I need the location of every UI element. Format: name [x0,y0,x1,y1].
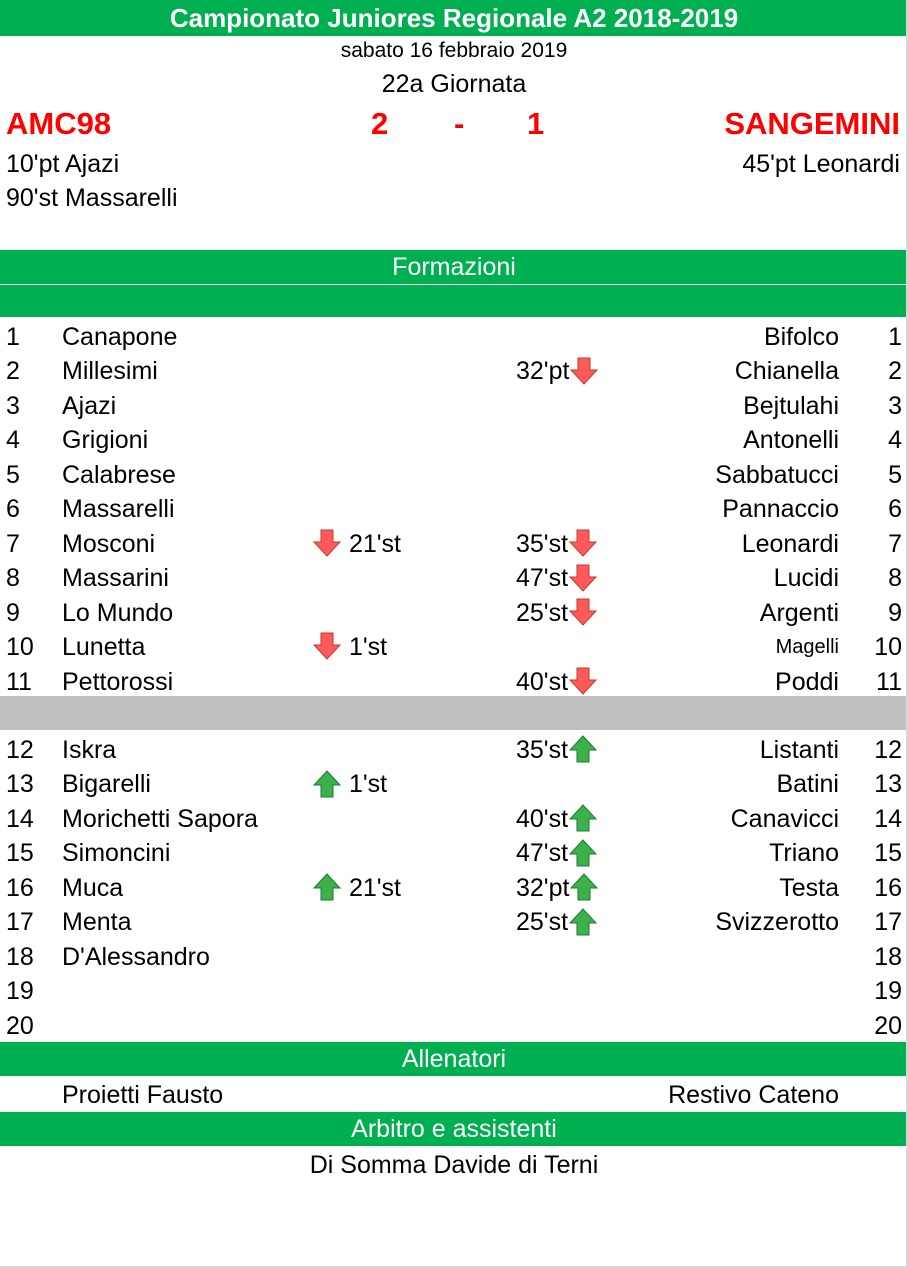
home-shirt-number: 10 [6,633,34,662]
away-substitution [516,354,599,388]
home-shirt-number: 16 [6,873,34,902]
home-player-name: Simoncini [62,839,171,868]
away-substitution [516,665,598,699]
divider [0,284,908,285]
substitution-minute: 47'st [516,839,569,868]
home-shirt-number: 13 [6,770,34,799]
away-player-name: Argenti [759,598,839,627]
home-player-name: Mosconi [62,529,156,558]
away-substitution [516,905,598,939]
home-shirt-number: 17 [6,908,34,937]
substitution-minute: 32'pt [516,357,570,386]
away-substitution [516,802,598,836]
home-player-name: Muca [62,873,124,902]
home-team-name: AMC98 [6,106,112,141]
away-shirt-number: 16 [874,873,902,902]
home-substitution [312,871,401,905]
substitution-minute: 25'st [516,598,569,627]
away-player-name: Antonelli [743,426,839,455]
away-shirt-number: 18 [874,942,902,971]
match-date: sabato 16 febbraio 2019 [340,39,568,62]
away-player-name: Bifolco [763,323,839,351]
away-shirt-number: 9 [888,598,902,627]
arrow-up-icon [568,736,598,764]
substitution-minute: 21'st [348,529,401,558]
away-shirt-number: 2 [888,357,902,386]
away-shirt-number: 3 [888,391,902,420]
home-player-name: Massarelli [62,495,175,524]
home-coach: Proietti Fausto [62,1081,224,1109]
lineup-row [0,905,908,939]
home-shirt-number: 15 [6,839,34,868]
home-score: 2 [371,106,389,141]
home-shirt-number: 5 [6,460,20,489]
arrow-down-icon [568,599,598,627]
home-shirt-number: 19 [6,977,34,1006]
round-label: 22a Giornata [381,70,527,98]
away-player-name: Poddi [775,667,839,696]
home-substitution [312,630,387,664]
away-shirt-number: 1 [888,323,902,351]
arrow-up-icon [568,908,598,936]
home-shirt-number: 3 [6,391,20,420]
away-shirt-number: 8 [888,564,902,593]
away-shirt-number: 10 [874,633,902,662]
home-shirt-number: 18 [6,942,34,971]
away-shirt-number: 14 [874,804,902,833]
lineup-row [0,974,908,1008]
home-shirt-number: 9 [6,598,20,627]
away-substitution [516,527,598,561]
lineup-row [0,665,908,699]
lineup-row [0,561,908,595]
arrow-up-icon [312,770,342,798]
away-substitution [516,596,598,630]
away-shirt-number: 11 [876,667,902,696]
substitution-minute: 1'st [348,770,388,799]
arrow-up-icon [568,805,598,833]
home-player-name: Canapone [62,323,178,351]
home-shirt-number: 4 [6,426,20,455]
arrow-up-icon [568,839,598,867]
away-player-name: Batini [776,770,839,799]
substitution-minute: 35'st [516,736,569,764]
lineups-subheader [0,285,908,317]
away-shirt-number: 4 [888,426,902,455]
away-shirt-number: 6 [888,495,902,524]
away-shirt-number: 20 [874,1011,902,1040]
substitution-minute: 40'st [516,804,569,833]
home-player-name: D'Alessandro [62,942,210,971]
home-player-name: Iskra [62,736,117,764]
away-scorer: 45'pt Leonardi [742,150,900,178]
home-shirt-number: 6 [6,495,20,524]
lineup-row [0,733,908,767]
lineups-header: Formazioni [0,250,908,284]
home-shirt-number: 20 [6,1011,34,1040]
lineup-row [0,1009,908,1043]
away-player-name: Chianella [734,357,839,386]
away-shirt-number: 15 [874,839,902,868]
lineup-row [0,940,908,974]
away-shirt-number: 17 [874,908,902,937]
home-shirt-number: 11 [6,667,32,696]
home-shirt-number: 2 [6,357,20,386]
away-substitution [516,561,598,595]
substitution-minute: 25'st [516,908,569,937]
home-scorer: 90'st Massarelli [6,184,178,212]
arrow-down-icon [568,530,598,558]
arrow-down-icon [568,564,598,592]
away-player-name: Magelli [775,636,839,659]
home-substitution [312,767,387,801]
away-shirt-number: 13 [874,770,902,799]
away-player-name: Triano [769,839,839,868]
lineup-row [0,596,908,630]
lineup-row [0,871,908,905]
bench-separator [0,696,908,730]
home-scorer: 10'pt Ajazi [6,150,120,178]
lineup-row [0,458,908,492]
home-shirt-number: 7 [6,529,20,558]
home-player-name: Millesimi [62,357,158,386]
lineup-row [0,802,908,836]
arrow-down-icon [568,668,598,696]
lineup-row [0,836,908,870]
home-player-name: Lo Mundo [62,598,174,627]
lineup-row [0,389,908,423]
substitution-minute: 35'st [516,529,569,558]
away-substitution [516,733,598,767]
home-player-name: Calabrese [62,460,176,489]
away-score: 1 [527,106,545,141]
home-shirt-number: 8 [6,564,20,593]
officials-header: Arbitro e assistenti [0,1112,908,1146]
substitution-minute: 1'st [348,633,388,662]
away-shirt-number: 19 [874,977,902,1006]
home-player-name: Lunetta [62,633,146,662]
away-team-name: SANGEMINI [724,106,900,141]
away-player-name: Listanti [759,736,839,764]
substitution-minute: 40'st [516,667,569,696]
arrow-down-icon [312,530,342,558]
away-player-name: Canavicci [730,804,839,833]
score-separator: - [454,106,465,141]
home-player-name: Grigioni [62,426,149,455]
home-player-name: Morichetti Sapora [62,804,258,833]
substitution-minute: 47'st [516,564,569,593]
coaches-header: Allenatori [0,1042,908,1076]
arrow-down-icon [312,633,342,661]
away-shirt-number: 7 [888,529,902,558]
away-shirt-number: 12 [874,736,902,764]
lineup-row [0,320,908,354]
away-player-name: Bejtulahi [743,391,839,420]
away-player-name: Leonardi [741,529,839,558]
lineup-row [0,354,908,388]
away-player-name: Svizzerotto [715,908,839,937]
away-player-name: Testa [779,873,839,902]
home-shirt-number: 1 [6,323,20,351]
referee-name: Di Somma Davide di Terni [309,1151,599,1179]
away-player-name: Lucidi [773,564,839,593]
away-player-name: Pannaccio [722,495,839,524]
home-shirt-number: 14 [6,804,34,833]
substitution-minute: 32'pt [516,873,570,902]
lineup-row [0,527,908,561]
lineup-row [0,492,908,526]
away-player-name: Sabbatucci [715,460,839,489]
away-coach: Restivo Cateno [668,1081,839,1109]
home-player-name: Menta [62,908,132,937]
home-player-name: Massarini [62,564,169,593]
away-substitution [516,836,598,870]
arrow-up-icon [569,874,599,902]
lineup-row [0,423,908,457]
arrow-up-icon [312,874,342,902]
lineup-row [0,767,908,801]
championship-title: Campionato Juniores Regionale A2 2018-2019 [0,0,908,36]
away-shirt-number: 5 [888,460,902,489]
arrow-down-icon [569,357,599,385]
home-player-name: Bigarelli [62,770,151,799]
home-player-name: Ajazi [62,391,117,420]
away-substitution [516,871,599,905]
home-player-name: Pettorossi [62,667,174,696]
substitution-minute: 21'st [348,873,401,902]
home-substitution [312,527,401,561]
home-shirt-number: 12 [6,736,34,764]
lineup-row [0,630,908,664]
